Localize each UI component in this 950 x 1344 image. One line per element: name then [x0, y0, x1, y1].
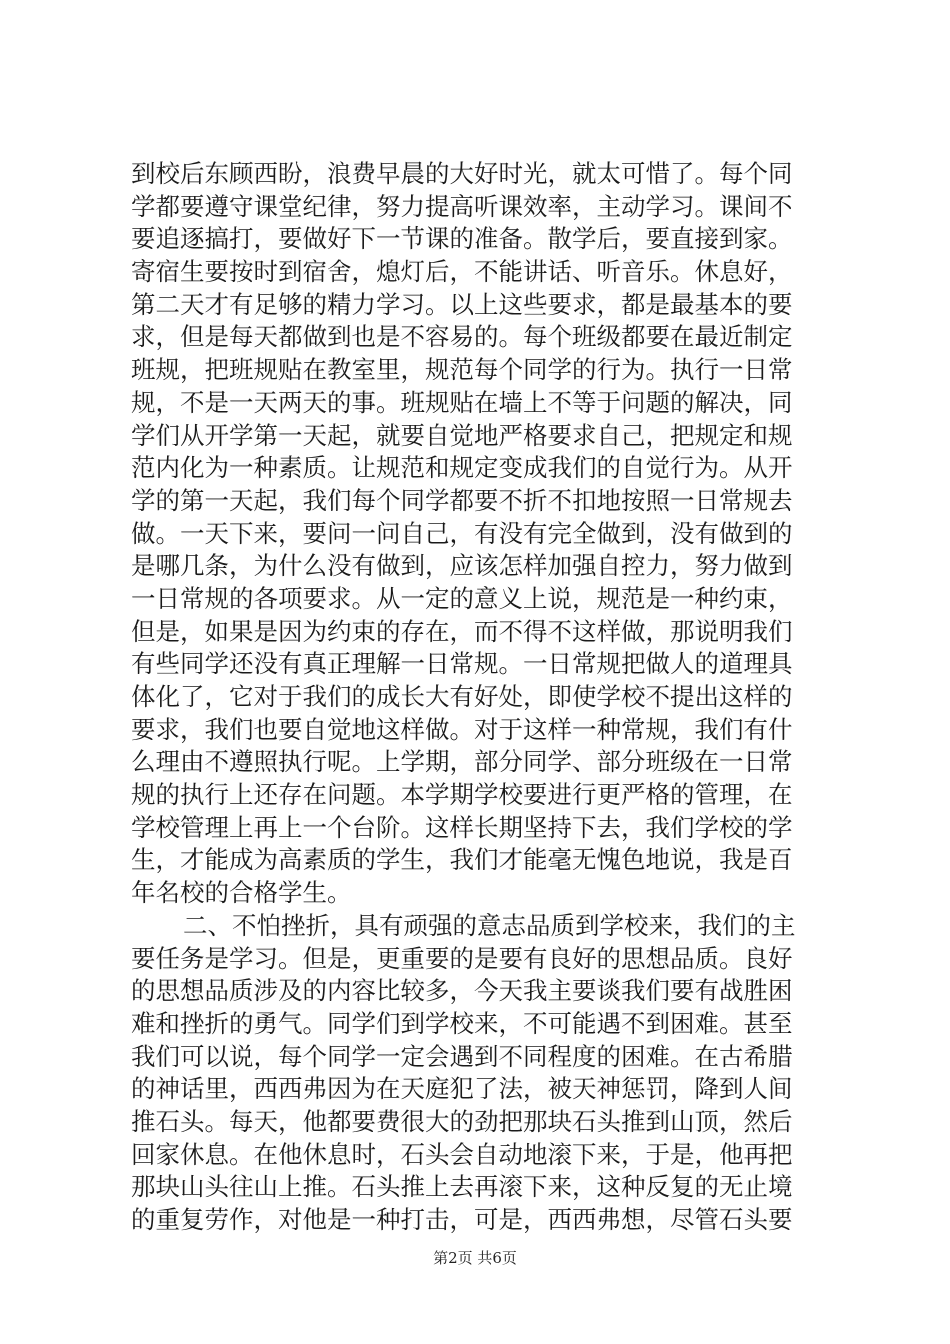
- text-line: 求，但是每天都做到也是不容易的。每个班级都要在最近制定: [131, 322, 793, 352]
- text-line: 学校管理上再上一个台阶。这样长期坚持下去，我们学校的学: [131, 812, 793, 842]
- text-line: 学都要遵守课堂纪律，努力提高听课效率，主动学习。课间不: [131, 191, 793, 221]
- text-line: 的神话里，西西弗因为在天庭犯了法，被天神惩罚，降到人间: [131, 1074, 793, 1104]
- text-line: 那块山头往山上推。石头推上去再滚下来，这种反复的无止境: [131, 1172, 793, 1202]
- text-line: 是哪几条，为什么没有做到，应该怎样加强自控力，努力做到: [131, 551, 793, 581]
- text-line: 要任务是学习。但是，更重要的是要有良好的思想品质。良好: [131, 943, 793, 973]
- text-line: 到校后东顾西盼，浪费早晨的大好时光，就太可惜了。每个同: [131, 159, 793, 188]
- text-line: 做。一天下来，要问一问自己，有没有完全做到，没有做到的: [131, 518, 793, 548]
- text-line: 回家休息。在他休息时，石头会自动地滚下来，于是，他再把: [131, 1139, 793, 1169]
- text-line: 我们可以说，每个同学一定会遇到不同程度的困难。在古希腊: [131, 1041, 793, 1071]
- text-line: 有些同学还没有真正理解一日常规。一日常规把做人的道理具: [131, 649, 793, 679]
- text-line: 难和挫折的勇气。同学们到学校来，不可能遇不到困难。甚至: [131, 1008, 793, 1038]
- body-text: [131, 158, 831, 1237]
- text-line: 寄宿生要按时到宿舍，熄灯后，不能讲话、听音乐。休息好，: [131, 257, 793, 287]
- text-line: 规的执行上还存在问题。本学期学校要进行更严格的管理，在: [131, 780, 793, 810]
- text-line: 的思想品质涉及的内容比较多，今天我主要谈我们要有战胜困: [131, 976, 793, 1006]
- text-line: 学的第一天起，我们每个同学都要不折不扣地按照一日常规去: [131, 485, 793, 515]
- text-line: 第二天才有足够的精力学习。以上这些要求，都是最基本的要: [131, 289, 793, 319]
- text-line: 的重复劳作，对他是一种打击，可是，西西弗想，尽管石头要: [131, 1205, 793, 1234]
- text-line: 班规，把班规贴在教室里，规范每个同学的行为。执行一日常: [131, 355, 793, 385]
- text-line: 范内化为一种素质。让规范和规定变成我们的自觉行为。从开: [131, 453, 793, 483]
- text-line: 年名校的合格学生。: [131, 878, 352, 908]
- text-line: 生，才能成为高素质的学生，我们才能毫无愧色地说，我是百: [131, 845, 793, 875]
- text-line: 体化了，它对于我们的成长大有好处，即使学校不提出这样的: [131, 682, 793, 711]
- text-line: 规，不是一天两天的事。班规贴在墙上不等于问题的解决，同: [131, 387, 793, 417]
- text-line: 推石头。每天，他都要费很大的劲把那块石头推到山顶，然后: [131, 1106, 793, 1136]
- text-line: 一日常规的各项要求。从一定的意义上说，规范是一种约束，: [131, 583, 793, 613]
- text-line: 学们从开学第一天起，就要自觉地严格要求自己，把规定和规: [131, 420, 793, 450]
- page-number-footer: 第2页 共6页: [433, 1249, 517, 1267]
- text-line: 要求，我们也要自觉地这样做。对于这样一种常规，我们有什: [131, 714, 793, 744]
- text-line: 么理由不遵照执行呢。上学期，部分同学、部分班级在一日常: [131, 747, 793, 777]
- text-line: 要追逐搞打，要做好下一节课的准备。散学后，要直接到家。: [131, 224, 793, 254]
- text-line: 但是，如果是因为约束的存在，而不得不这样做，那说明我们: [131, 616, 793, 646]
- paragraph-start-line: 二、不怕挫折，具有顽强的意志品质到学校来，我们的主: [183, 910, 796, 940]
